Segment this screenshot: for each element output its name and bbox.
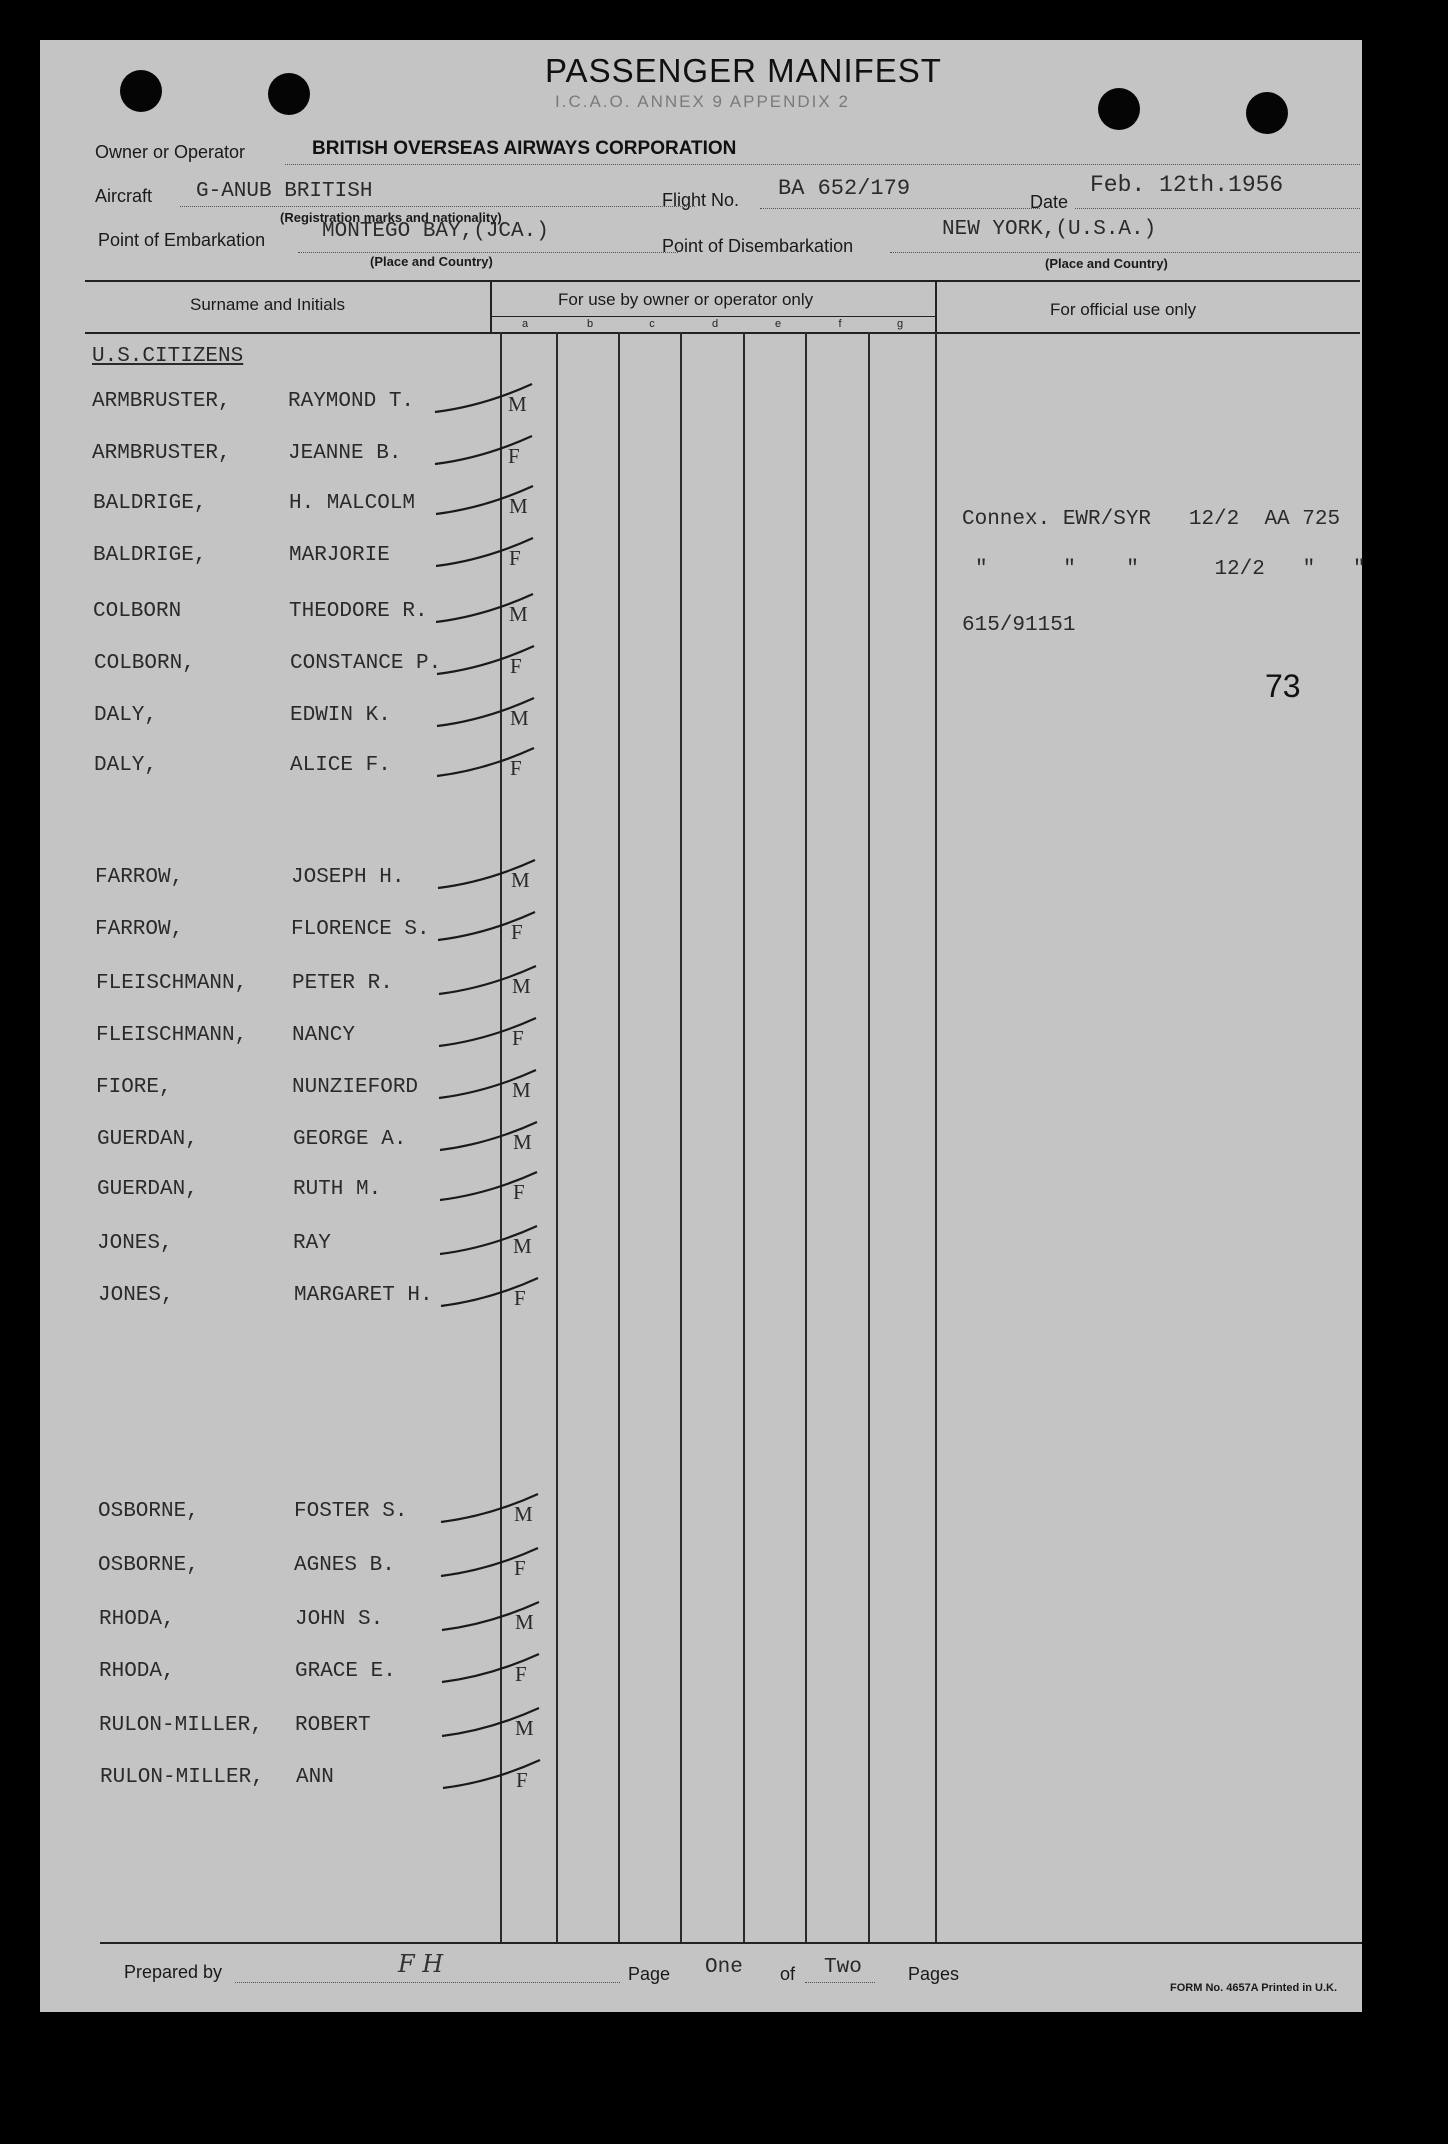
passenger-sex: F [513,1180,525,1204]
passenger-given-name: GRACE E. [295,1660,396,1683]
passenger-surname: JONES, [97,1232,173,1255]
passenger-given-name: NUNZIEFORD [292,1076,419,1099]
total-pages-line [805,1982,875,1983]
passenger-given-name: H. MALCOLM [289,492,416,515]
passenger-given-name: JOSEPH H. [291,866,405,889]
passenger-surname: RHODA, [99,1660,175,1683]
owner-value: BRITISH OVERSEAS AIRWAYS CORPORATION [312,138,737,159]
passenger-given-name: PETER R. [292,972,393,995]
check-tick [436,486,533,514]
date-label: Date [1030,192,1069,212]
check-tick [437,748,534,776]
check-tick [438,912,535,940]
passenger-surname: OSBORNE, [98,1554,199,1577]
check-tick [438,860,535,888]
passenger-surname: RULON-MILLER, [100,1766,264,1789]
passenger-given-name: RAY [293,1232,331,1255]
check-tick [441,1278,538,1306]
check-tick [442,1708,539,1736]
col-owner-header: For use by owner or operator only [558,290,814,309]
page-label: Page [628,1964,671,1984]
flight-value: BA 652/179 [778,176,911,201]
of-label: of [780,1964,796,1984]
passenger-sex: M [509,494,528,518]
page-number: One [705,1956,743,1979]
passenger-surname: ARMBRUSTER, [92,442,231,465]
col-surname-header: Surname and Initials [190,295,345,314]
embark-value: MONTEGO BAY,(JCA.) [322,220,549,243]
col-official-header: For official use only [1050,300,1197,319]
passenger-given-name: EDWIN K. [290,704,391,727]
disembark-value: NEW YORK,(U.S.A.) [942,218,1157,241]
passenger-given-name: FOSTER S. [294,1500,408,1523]
connex-note-line2: " " " 12/2 " " [975,558,1366,581]
passenger-sex: M [515,1610,534,1634]
check-tick [440,1172,537,1200]
passenger-given-name: AGNES B. [294,1554,395,1577]
subcol-g: g [896,318,904,330]
check-tick [435,436,532,464]
section-heading: U.S.CITIZENS [92,345,244,368]
subcol-a: a [521,318,529,330]
passenger-given-name: JEANNE B. [288,442,402,465]
check-tick [442,1654,539,1682]
passenger-surname: ARMBRUSTER, [92,390,231,413]
subcol-f: f [838,318,842,330]
passenger-surname: FLEISCHMANN, [96,1024,248,1047]
check-tick [439,1018,536,1046]
check-tick [442,1602,539,1630]
passenger-sex: F [514,1286,526,1310]
tick-marks [40,40,1362,2012]
passenger-sex: F [510,756,522,780]
check-tick [439,1070,536,1098]
check-tick [443,1760,540,1788]
passenger-given-name: RUTH M. [293,1178,382,1201]
passenger-sex: F [516,1768,528,1792]
date-value: Feb. 12th.1956 [1090,172,1284,198]
passenger-given-name: ANN [296,1766,334,1789]
passenger-surname: COLBORN, [94,652,195,675]
passenger-sex: F [515,1662,527,1686]
passenger-given-name: GEORGE A. [293,1128,407,1151]
reference-number: 615/91151 [962,614,1076,637]
prepared-by-label: Prepared by [124,1962,223,1982]
passenger-sex: M [508,392,527,416]
passenger-surname: RHODA, [99,1608,175,1631]
passenger-sex: M [513,1130,532,1154]
passenger-given-name: MARGARET H. [294,1284,433,1307]
check-tick [437,698,534,726]
passenger-given-name: CONSTANCE P. [290,652,442,675]
manifest-sheet [40,40,1366,2012]
check-tick [440,1226,537,1254]
check-tick [435,384,532,412]
passenger-sex: M [510,706,529,730]
passenger-given-name: ALICE F. [290,754,391,777]
passenger-surname: RULON-MILLER, [99,1714,263,1737]
form-number: FORM No. 4657A Printed in U.K. [1170,1982,1338,1994]
passenger-surname: FLEISCHMANN, [96,972,248,995]
passenger-sex: F [512,1026,524,1050]
embark-note: (Place and Country) [370,254,493,269]
page-subtitle: I.C.A.O. ANNEX 9 APPENDIX 2 [555,92,850,111]
passenger-sex: M [514,1502,533,1526]
passenger-surname: JONES, [98,1284,174,1307]
subcol-e: e [774,318,782,330]
check-tick [436,538,533,566]
passenger-sex: F [514,1556,526,1580]
passenger-sex: M [512,974,531,998]
check-tick [440,1122,537,1150]
passenger-given-name: MARJORIE [289,544,390,567]
check-tick [437,646,534,674]
passenger-sex: M [513,1234,532,1258]
passenger-surname: BALDRIGE, [93,544,207,567]
passenger-given-name: NANCY [292,1024,356,1047]
aircraft-value: G-ANUB BRITISH [196,180,373,203]
page-title: PASSENGER MANIFEST [545,52,942,89]
aircraft-note: (Registration marks and nationality) [280,210,502,225]
pages-label: Pages [908,1964,960,1984]
passenger-sex: F [508,444,520,468]
passenger-surname: OSBORNE, [98,1500,199,1523]
stamp-number: 73 [1265,668,1301,704]
passenger-surname: FIORE, [96,1076,172,1099]
check-tick [439,966,536,994]
passenger-surname: COLBORN [93,600,182,623]
passenger-given-name: ROBERT [295,1714,371,1737]
check-tick [441,1548,538,1576]
prepared-by-initials: F H [398,1950,444,1978]
subcol-c: c [649,318,655,330]
flight-label: Flight No. [662,190,740,210]
passenger-surname: GUERDAN, [97,1128,198,1151]
subcol-d: d [711,318,719,330]
disembark-label: Point of Disembarkation [662,236,854,256]
passenger-given-name: THEODORE R. [289,600,428,623]
passenger-sex: F [511,920,523,944]
disembark-note: (Place and Country) [1045,256,1168,271]
total-pages: Two [824,1956,862,1979]
passenger-given-name: RAYMOND T. [288,390,415,413]
passenger-surname: FARROW, [95,918,184,941]
passenger-surname: BALDRIGE, [93,492,207,515]
embark-label: Point of Embarkation [98,230,266,250]
passenger-surname: FARROW, [95,866,184,889]
passenger-surname: DALY, [94,754,158,777]
passenger-sex: F [509,546,521,570]
passenger-sex: F [510,654,522,678]
connex-note-line1: Connex. EWR/SYR 12/2 AA 725 [962,508,1341,531]
passenger-sex: M [512,1078,531,1102]
owner-label: Owner or Operator [95,142,246,162]
prepared-by-line [235,1982,620,1983]
passenger-given-name: FLORENCE S. [291,918,430,941]
check-tick [441,1494,538,1522]
passenger-surname: DALY, [94,704,158,727]
passenger-sex: M [515,1716,534,1740]
passenger-surname: GUERDAN, [97,1178,198,1201]
passenger-given-name: JOHN S. [295,1608,384,1631]
aircraft-label: Aircraft [95,186,153,206]
passenger-sex: M [511,868,530,892]
passenger-sex: M [509,602,528,626]
check-tick [436,594,533,622]
subcol-b: b [586,318,594,330]
